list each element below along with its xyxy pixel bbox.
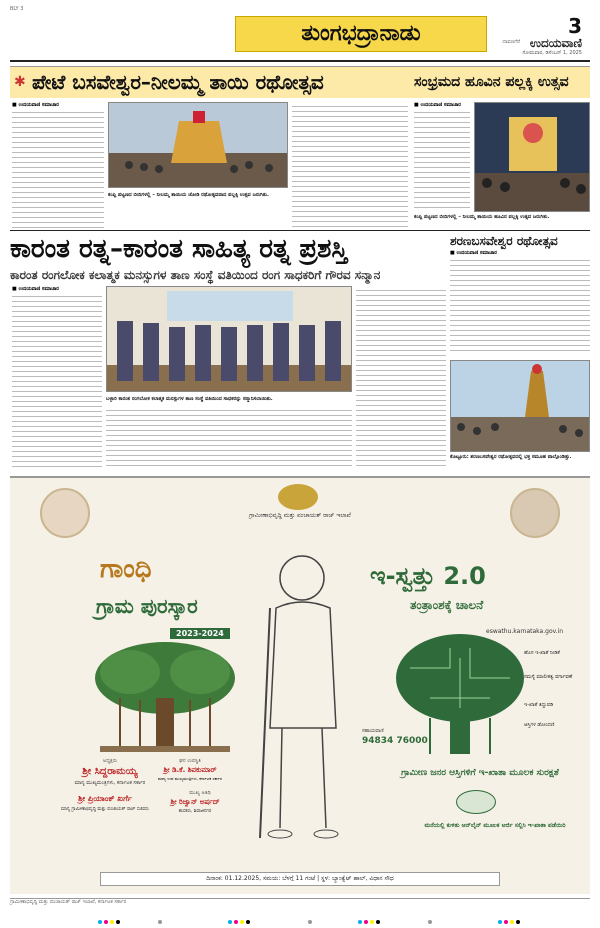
ad-tagline: ಗ್ರಾಮೀಣ ಜನರ ಆಸ್ತಿಗಳಿಗೆ ಇ-ಖಾತಾ ಮೂಲಕ ಸುರಕ್ಷತೆ (401, 768, 559, 778)
guest-name: ಶ್ರೀ ರಿಜ್ವಾನ್ ಅರ್ಷದ್ (170, 798, 220, 806)
chief-role: ಮಾನ್ಯ ಉಪ ಮುಖ್ಯಮಂತ್ರಿಗಳು, ಕರ್ನಾಟಕ ಸರ್ಕಾರ (157, 776, 223, 781)
ad-label-2: ಸಮಸ್ಯೆ ಮಾಲೀಕತ್ವ ವರ್ಗಾವಣೆ (524, 674, 573, 680)
story4-photo (450, 360, 590, 452)
story1-text-lines-2 (292, 102, 408, 230)
helpline-label: ಸಹಾಯವಾಣಿ (362, 728, 384, 734)
chariot-procession-image (109, 103, 288, 188)
story3-text-lines (12, 292, 102, 468)
ad-title-award: ಗ್ರಾಮ ಪುರಸ್ಕಾರ (96, 594, 198, 618)
page-number: 3 (568, 14, 582, 38)
story1-byline: ■ ಉದಯವಾಣಿ ಸಮಾಚಾರ (12, 102, 59, 108)
eswathu-logo (456, 790, 496, 814)
ad-year-badge: 2023-2024 (170, 628, 230, 639)
story1-caption: ಕಂಪ್ಲಿ ಪಟ್ಟಣದ ಬೀದಿಗಳಲ್ಲಿ – ನೀಲಮ್ಮ ತಾಯಿಯ ಜೋಡಿ ರಥೋತ್ಸವವಾದ ಪಲ್ಲಕ್ಕಿ ಉತ್ಸವ ಜರುಗಿತು. (108, 192, 269, 198)
story1-photo (108, 102, 288, 188)
ad-eswathu-title: ಇ-ಸ್ವತ್ತು 2.0 (370, 562, 486, 590)
government-advertisement (10, 476, 590, 894)
presider-name: ಶ್ರೀ ಸಿದ್ದರಾಮಯ್ಯ (82, 766, 138, 777)
story4-caption: ಕೊಟ್ಟೂರು: ಶರಣಬಸವೇಶ್ವರ ರಥೋತ್ಸವದಲ್ಲಿ ಭಕ್ತ ಸಮೂಹ ಪಾಲ್ಗೊಂಡಿತ್ತು. (450, 454, 572, 460)
ad-dept: ಗ್ರಾಮೀಣಾಭಿವೃದ್ಧಿ ಮತ್ತು ಪಂಚಾಯತ್ ರಾಜ್ ಇಲಾಖೆ (249, 512, 351, 519)
brand-name: ಉದಯವಾಣಿ (529, 36, 582, 50)
mid-rule (10, 230, 590, 231)
flower-palanquin-image (475, 103, 590, 212)
story3-byline: ■ ಉದಯವಾಣಿ ಸಮಾಚಾರ (12, 286, 59, 292)
guest-label: ಮುಖ್ಯ ಅತಿಥಿ (189, 790, 211, 796)
ad-label-3: ಇ-ಖಾತೆ ತಿದ್ದುಪಡಿ (524, 702, 554, 708)
presider-role: ಮಾನ್ಯ ಮುಖ್ಯಮಂತ್ರಿಗಳು, ಕರ್ನಾಟಕ ಸರ್ಕಾರ (74, 780, 146, 786)
minister-role: ಮಾನ್ಯ ಗ್ರಾಮೀಣಾಭಿವೃದ್ಧಿ ಮತ್ತು ಪಂಚಾಯತ್ ರಾಜ್ ಸಚಿವರು (61, 807, 149, 812)
story2-caption: ಕಂಪ್ಲಿ ಪಟ್ಟಣದ ಬೀದಿಗಳಲ್ಲಿ – ನೀಲಮ್ಮ ತಾಯಿಯ ಹೂವಿನ ಪಲ್ಲಕ್ಕಿ ಉತ್ಸವ ಜರುಗಿತು. (414, 214, 550, 220)
state-emblem-icon (278, 484, 318, 510)
newspaper-page (10, 6, 590, 922)
star-icon: ✱ (14, 74, 26, 90)
story1-column (12, 102, 104, 230)
issue-date: ಸೋಮವಾರ, ಡಿಸೆಂಬರ್ 1, 2025 (522, 50, 582, 56)
story1-text-lines (12, 108, 104, 228)
guest-role: ಶಾಸಕರು, ಶಿವಾಜಿನಗರ (178, 809, 212, 814)
story2-column (414, 102, 470, 212)
story4-text-lines (450, 256, 590, 354)
ad-url: eswathu.karnataka.gov.in (486, 628, 564, 635)
section-title: ತುಂಗಭದ್ರಾನಾಡು (235, 16, 487, 52)
ad-event-line: ದಿನಾಂಕ: 01.12.2025, ಸಮಯ: ಬೆಳಗ್ಗೆ 11 ಗಂಟೆ | ಸ್ಥಳ: ಬ್ಯಾಂಕ್ವೆಟ್ ಹಾಲ್, ವಿಧಾನ ಸೌಧ (100, 872, 500, 886)
edition-label: ದಾವಣಗೆರೆ (502, 39, 520, 45)
ad-eswathu-sub: ತಂತ್ರಾಂಶಕ್ಕೆ ಚಾಲನೆ (410, 598, 484, 612)
edition-tag: BLY 3 (10, 6, 24, 12)
story4-column (450, 250, 590, 356)
gandhi-illustration (246, 548, 356, 848)
story2-headline: ಸಂಭ್ರಮದ ಹೂವಿನ ಪಲ್ಲಕ್ಕಿ ಉತ್ಸವ (410, 66, 590, 98)
ad-label-4: ಆಸ್ತಿಗಳ ಡೋಂದಣಿ (524, 722, 555, 728)
story3-text-lines-3 (356, 286, 446, 470)
cm-portrait (40, 488, 90, 538)
story1-headline-text: ಪೇಟೆ ಬಸವೇಶ್ವರ–ನೀಲಮ್ಮ ತಾಯಿ ರಥೋತ್ಸವ (32, 70, 324, 94)
banyan-tree-icon (90, 638, 240, 758)
story2-photo (474, 102, 590, 212)
chief-name: ಶ್ರೀ ಡಿ.ಕೆ. ಶಿವಕುಮಾರ್ (163, 766, 217, 774)
color-dots-icon (10, 917, 590, 927)
helpline-number: 94834 76000 (362, 736, 428, 746)
story1-headline (10, 66, 410, 98)
ad-label-1: ಹೊಸ ಇ-ಖಾತೆ ನೀಡಿಕೆ (524, 650, 560, 656)
masthead (10, 6, 590, 56)
award-ceremony-image (107, 287, 352, 392)
ad-title-gandhi: ಗಾಂಧಿ (100, 554, 152, 584)
story3-photo (106, 286, 352, 392)
story4-byline: ■ ಉದಯವಾಣಿ ಸಮಾಚಾರ (450, 250, 497, 256)
minister-name: ಶ್ರೀ ಪ್ರಿಯಾಂಕ್ ಖರ್ಗೆ (78, 794, 132, 803)
story3-caption: ಬಳ್ಳಾರಿ ಕಾರಂತ ರಂಗಲೋಕ ಕಲಾತ್ಮಕ ಮನಸ್ಸುಗಳ ತಾಣ ಸಂಸ್ಥೆ ವತಿಯಿಂದ ಸಾಧಕರನ್ನು ಸನ್ಮಾನಿಸಲಾಯಿತು. (106, 396, 273, 402)
print-registration-marks (10, 912, 590, 922)
story3-text-lines-2 (106, 406, 352, 470)
top-rule (10, 60, 590, 62)
chief-label: ಘನ ಉಪಸ್ಥಿತಿ (179, 758, 201, 764)
story3-column (12, 286, 102, 470)
presider-label: ಅಧ್ಯಕ್ಷರು (102, 758, 118, 764)
story2-text-lines (414, 108, 470, 208)
story3-subhead: ಕಾರಂತ ರಂಗಲೋಕ ಕಲಾತ್ಮಕ ಮನಸ್ಸುಗಳ ತಾಣ ಸಂಸ್ಥೆ ವತಿಯಿಂದ ರಂಗ ಸಾಧಕರಿಗೆ ಗೌರವ ಸನ್ಮಾನ (10, 268, 381, 282)
story3-headline: ಕಾರಂತ ರತ್ನ–ಕಾರಂತ ಸಾಹಿತ್ಯ ರತ್ನ ಪ್ರಶಸ್ತಿ (10, 234, 348, 264)
page-footer: ಗ್ರಾಮೀಣಾಭಿವೃದ್ಧಿ ಮತ್ತು ಪಂಚಾಯತ್ ರಾಜ್ ಇಲಾಖೆ, ಕರ್ನಾಟಕ ಸರ್ಕಾರ (10, 898, 590, 908)
story4-headline: ಶರಣಬಸವೇಶ್ವರ ರಥೋತ್ಸವ (450, 234, 558, 248)
dcm-portrait (510, 488, 560, 538)
story1-column-2 (292, 102, 408, 230)
ad-bottom-note: ಮನೆಯಲ್ಲಿ ಕುಳಿತು ಆನ್‌ಲೈನ್ ಮೂಲಕ ಅರ್ಜಿ ಸಲ್ಲಿಸಿ ಇ-ಖಾತಾ ಪಡೆಯಿರಿ (424, 822, 566, 829)
story2-byline: ■ ಉದಯವಾಣಿ ಸಮಾಚಾರ (414, 102, 461, 108)
story3-column-2 (106, 406, 352, 470)
temple-chariot-image (451, 361, 590, 452)
story3-column-3 (356, 286, 446, 470)
